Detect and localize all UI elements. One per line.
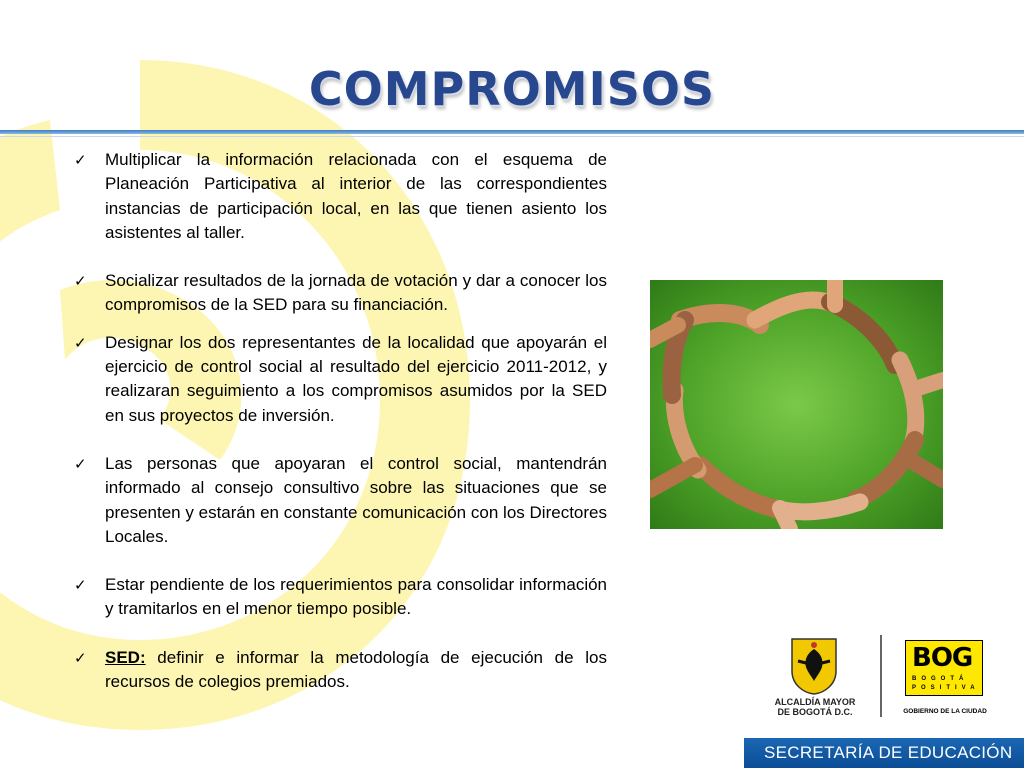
checkmark-icon: ✓	[74, 648, 87, 667]
gobierno-label: GOBIERNO DE LA CIUDAD	[903, 708, 987, 715]
commitments-list	[72, 148, 607, 694]
linked-hands-photo	[650, 280, 943, 529]
bullet-text: Multiplicar la información relacionada con el esquema de Planeación Participativa al interior de las correspondientes instancias de participación local, en las que tienen asiento los asistentes al taller.	[105, 150, 607, 242]
bogota-coat-of-arms-icon	[788, 637, 840, 695]
alcaldia-label	[760, 697, 870, 717]
title-divider-thin	[0, 136, 1024, 137]
checkmark-icon: ✓	[74, 151, 87, 169]
list-item	[72, 573, 607, 622]
list-item	[72, 148, 607, 245]
bog-word: BOG	[912, 643, 973, 673]
bogota-positiva-logo	[905, 640, 983, 696]
secretaria-footer-bar: SECRETARÍA DE EDUCACIÓN	[744, 738, 1024, 768]
alcaldia-line-1: ALCALDÍA MAYOR	[774, 697, 856, 707]
bullet-text: Las personas que apoyaran el control social, mantendrán informado al consejo consultivo sobre las situaciones que se presenten y estarán en constante comunicación con los Directores Locales.	[105, 453, 607, 546]
bullet-text: Socializar resultados de la jornada de votación y dar a conocer los compromisos de la SED para su financiación.	[105, 271, 607, 315]
title-divider	[0, 130, 1024, 134]
list-item	[72, 646, 607, 695]
checkmark-icon: ✓	[74, 272, 87, 291]
checkmark-icon: ✓	[74, 576, 87, 595]
institutional-logos	[760, 635, 990, 730]
sed-label: SED:	[105, 647, 146, 667]
logo-divider	[880, 635, 882, 717]
bullet-text: Designar los dos representantes de la localidad que apoyarán el ejercicio de control social al resultado del ejercicio 2011-2012, y realizaran seguimiento a los compromisos asumidos por la SED en sus proyectos de inversión.	[105, 332, 607, 425]
bog-line-2: POSITIVA	[912, 685, 980, 691]
slide-title: COMPROMISOS	[308, 62, 716, 116]
checkmark-icon: ✓	[74, 454, 87, 473]
list-item	[72, 452, 607, 549]
list-item	[72, 331, 607, 428]
bullet-text: Estar pendiente de los requerimientos para consolidar información y tramitarlos en el menor tiempo posible.	[105, 575, 607, 619]
bullet-text: definir e informar la metodología de ejecución de los recursos de colegios premiados.	[105, 647, 607, 692]
linked-hands-circle-icon	[650, 280, 943, 529]
alcaldia-line-2: DE BOGOTÁ D.C.	[777, 707, 853, 717]
bog-line-1: BOGOTÁ	[912, 676, 969, 682]
list-item	[72, 269, 607, 318]
checkmark-icon: ✓	[74, 333, 87, 352]
